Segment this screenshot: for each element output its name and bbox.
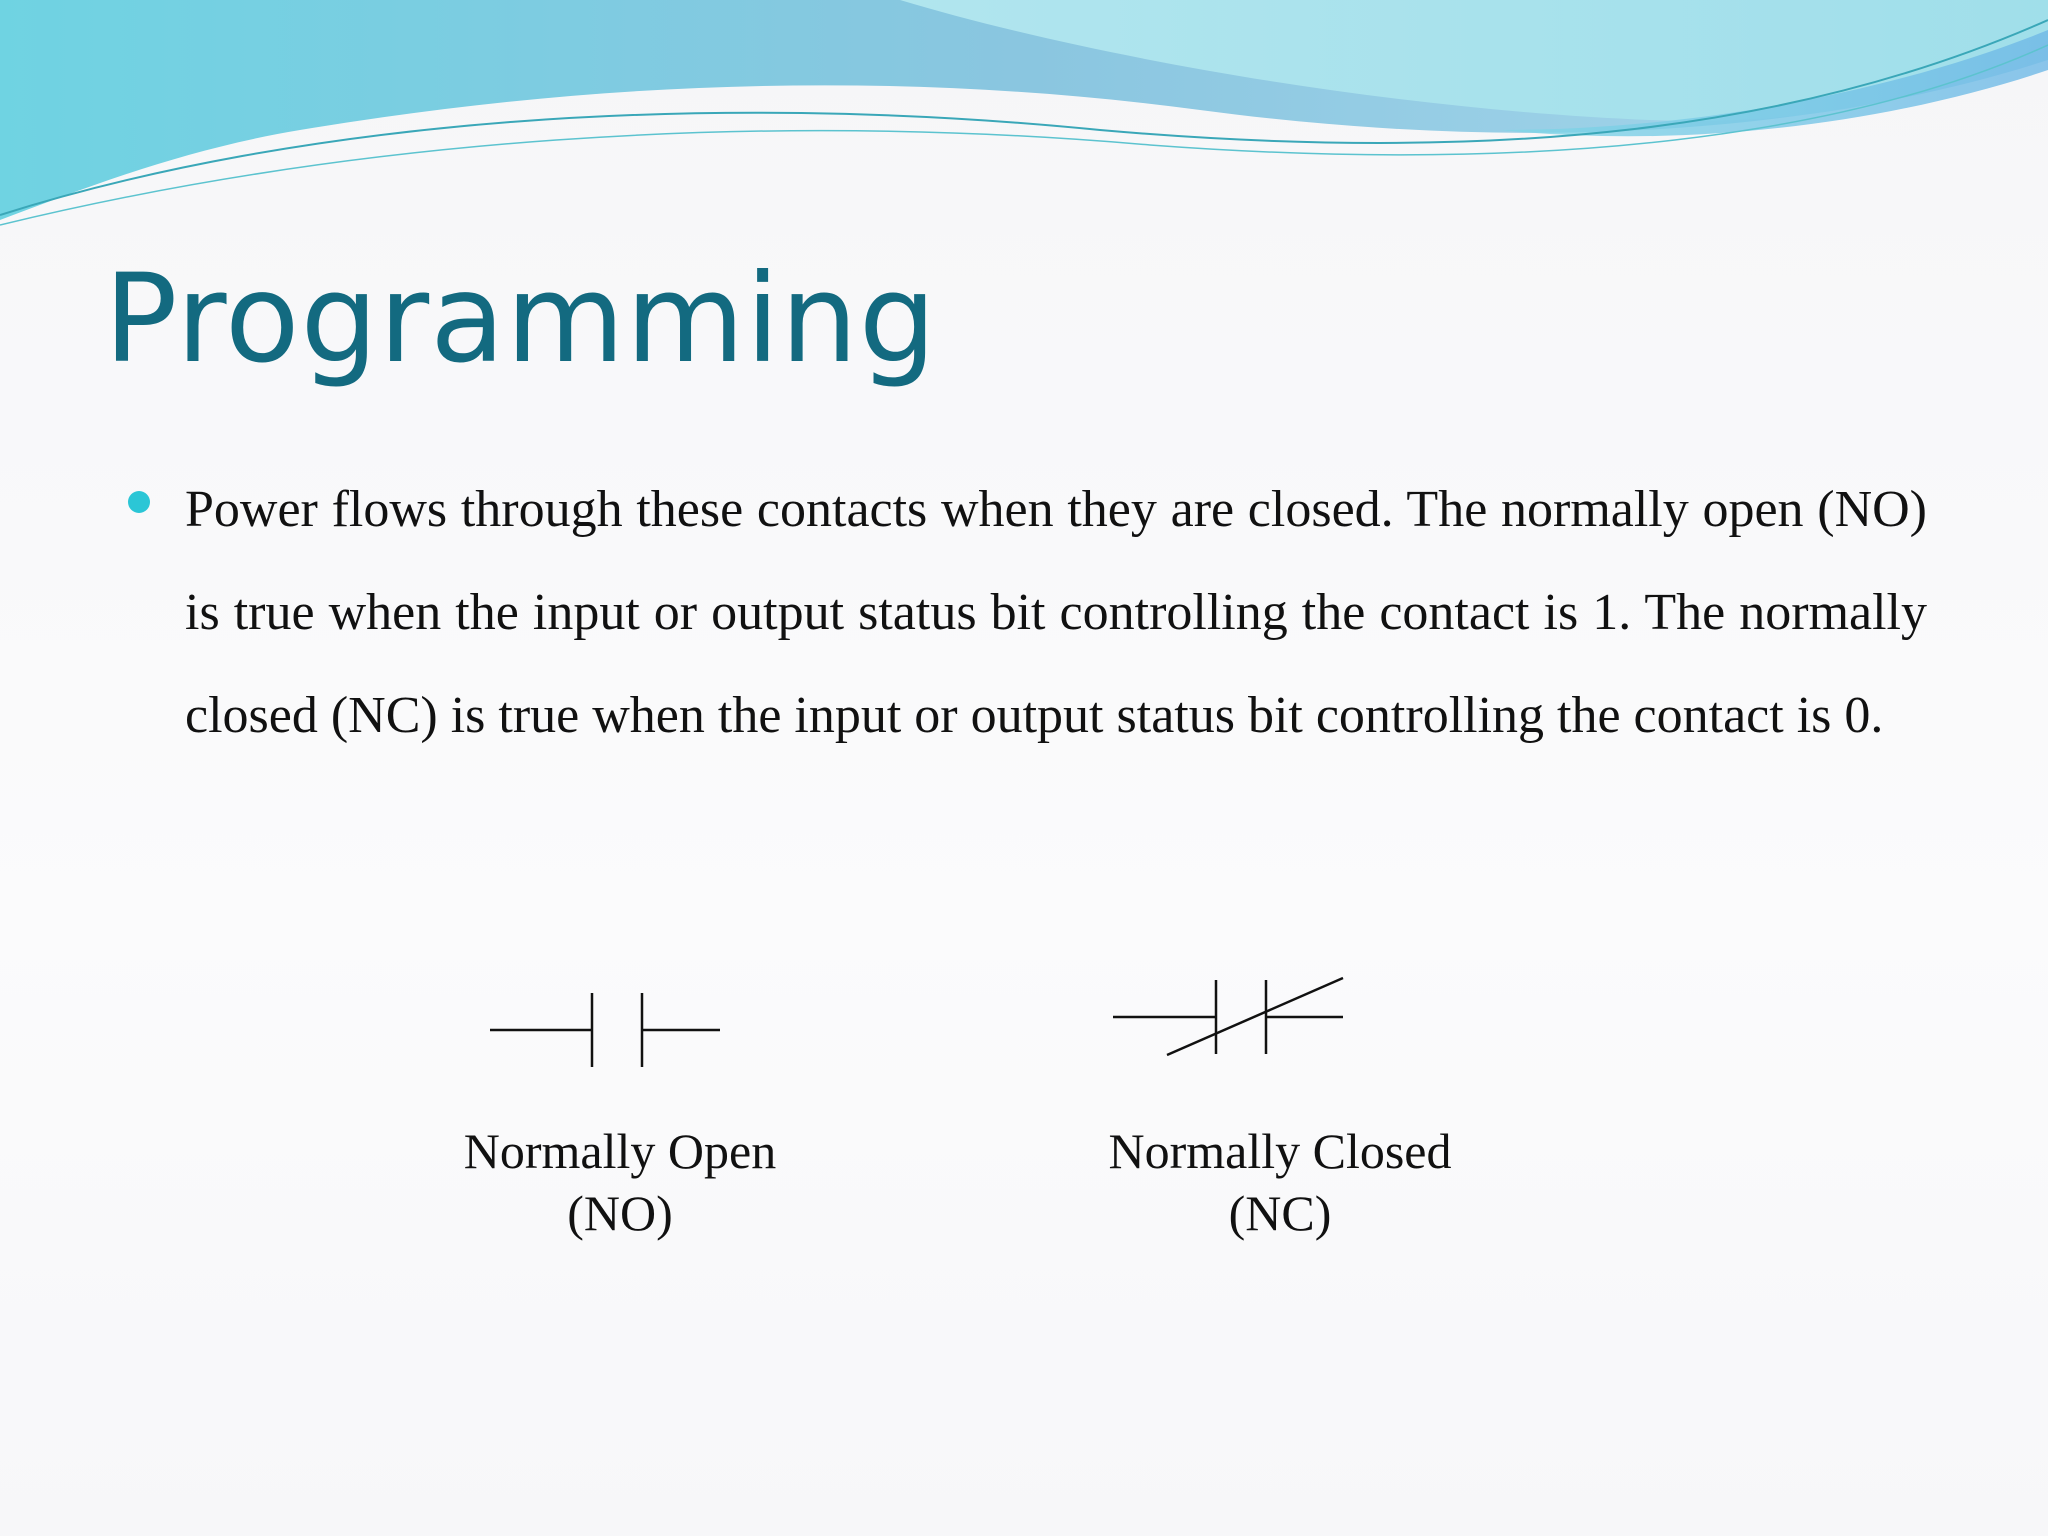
normally-open-contact-icon [480,985,730,1075]
normally-closed-label [1080,1120,1480,1244]
normally-closed-contact-icon [1105,970,1355,1070]
normally-open-label [420,1120,820,1244]
normally-open-label-line2: (NO) [567,1185,673,1241]
bullet-text: Power flows through these contacts when they are closed. The normally open (NO) is true when the input or output status bit controlling the contact is 1. The normally closed (NC) is true when the input or output status bit controlling the contact is 0. [185,481,1927,744]
bullet-icon [128,491,150,513]
normally-closed-label-line2: (NC) [1228,1185,1332,1241]
normally-closed-label-line1: Normally Closed [1108,1123,1452,1179]
page-title: Programming [104,248,938,390]
header-wave-decoration [0,0,2048,240]
normally-open-label-line1: Normally Open [463,1123,777,1179]
